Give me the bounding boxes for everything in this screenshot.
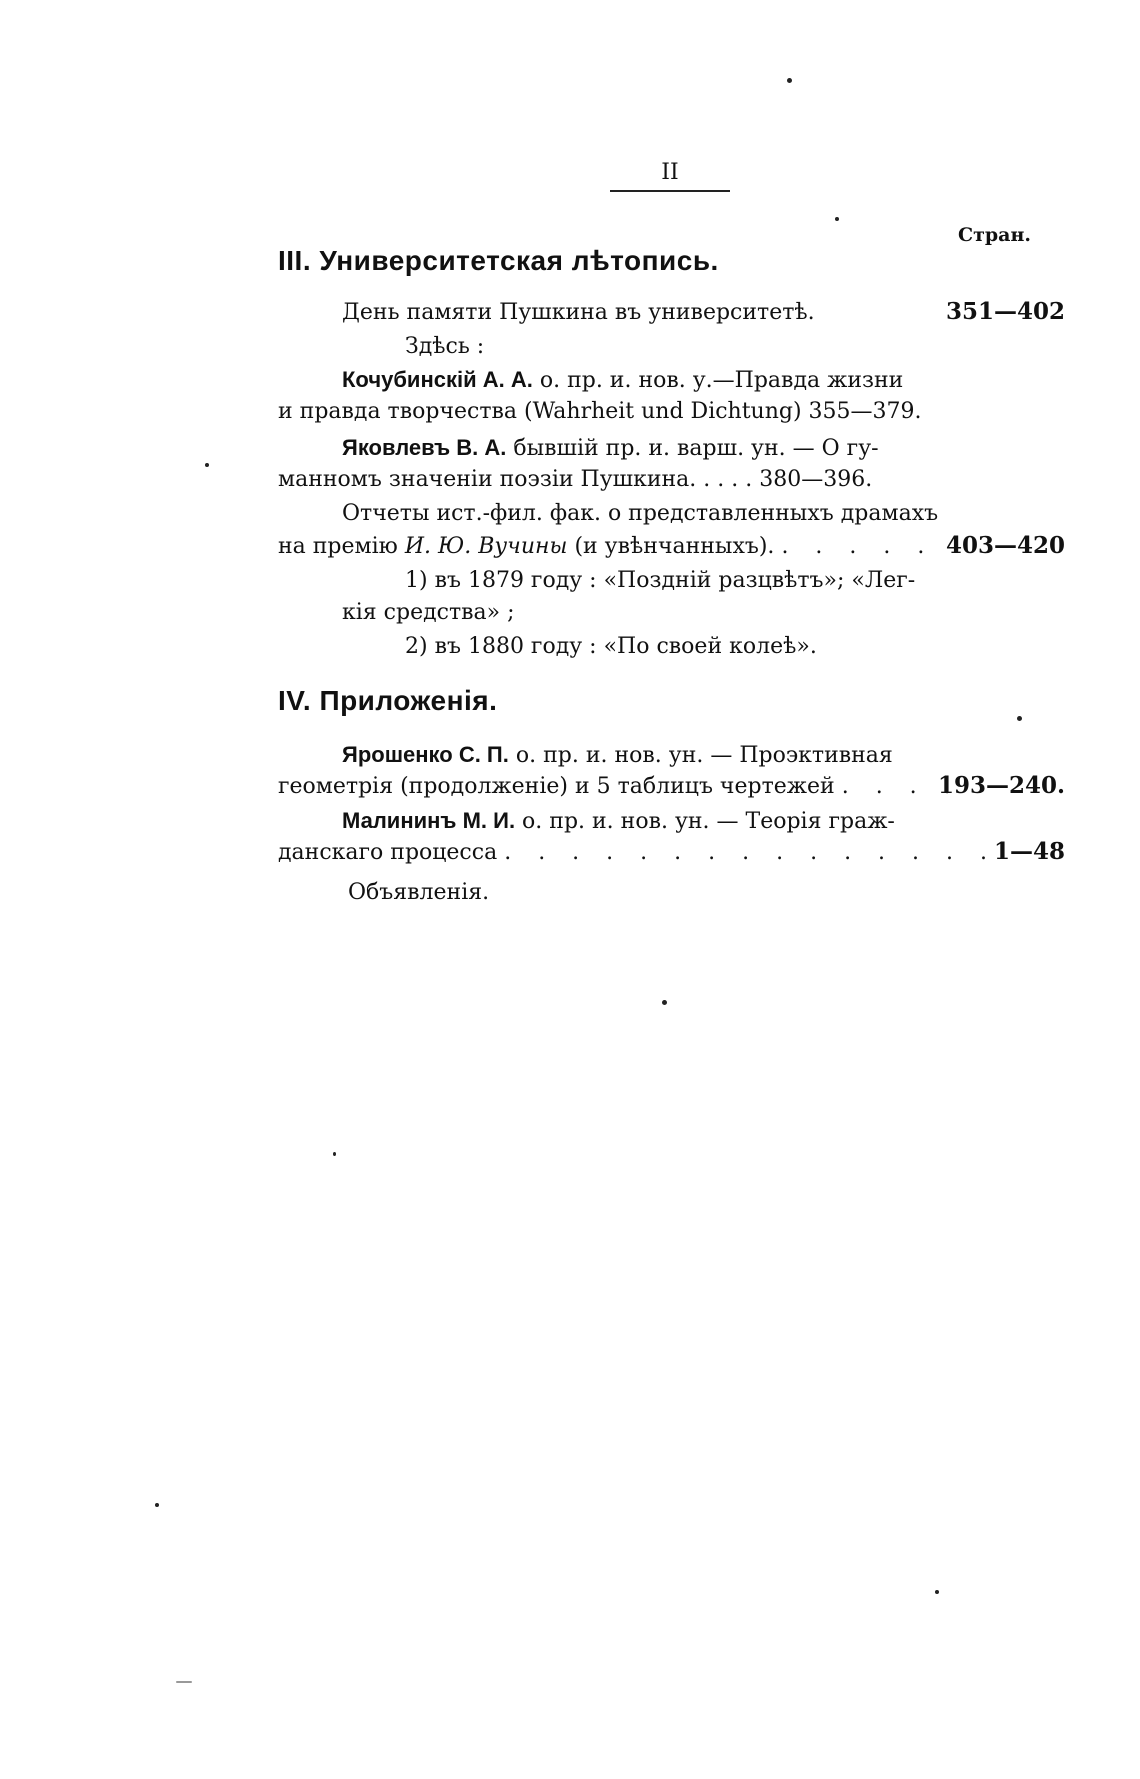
malinin-pages: 1—48 xyxy=(993,838,1065,865)
page-number-rule xyxy=(610,190,730,192)
kochubinsky-line2: и правда творчества (Wahrheit und Dichtung) 355—379. xyxy=(278,399,922,424)
author-yaroshenko: Ярошенко С. П. xyxy=(342,742,509,767)
reports-pages: 403—420 xyxy=(945,532,1065,559)
scan-speck xyxy=(155,1503,159,1507)
entry-malinin xyxy=(342,806,895,837)
malinin-line2-text: данскаго процесса xyxy=(278,840,498,865)
entry-1879: 1) въ 1879 году : «Поздній разцвѣтъ»; «Лег- xyxy=(405,568,916,593)
yakovlev-title: бывшій пр. и. варш. ун. — О гу- xyxy=(506,436,879,461)
entry-announcements: Объявленія. xyxy=(348,880,490,905)
section-4-title: IV. Приложенія. xyxy=(278,685,498,716)
entry-reports: Отчеты ист.-фил. фак. о представленныхъ драмахъ xyxy=(342,501,939,526)
author-yakovlev: Яковлевъ В. А. xyxy=(342,435,507,460)
entry-yaroshenko xyxy=(342,740,893,771)
reports-italic-name: И. Ю. Вучины xyxy=(404,534,568,559)
entry-yakovlev xyxy=(342,433,879,464)
entry-here-label: Здѣсь : xyxy=(405,334,485,359)
yaroshenko-leaders: . . . . xyxy=(841,774,961,799)
yaroshenko-pages: 193—240. xyxy=(937,772,1065,799)
reports-prefix: на премію xyxy=(278,534,405,559)
author-malinin: Малининъ М. И. xyxy=(342,808,516,833)
pages-column-header: Стран. xyxy=(958,224,1032,246)
reports-suffix: (и увѣнчанныхъ). xyxy=(567,534,775,559)
scan-speck xyxy=(835,217,839,221)
yaroshenko-line2-text: геометрія (продолженіе) и 5 таблицъ чертежей xyxy=(278,774,835,799)
author-kochubinsky: Кочубинскій А. А. xyxy=(342,367,533,392)
yaroshenko-title: о. пр. и. нов. ун. — Проэктивная xyxy=(508,743,893,768)
pushkin-day-pages: 351—402 xyxy=(945,298,1065,325)
entry-1880: 2) въ 1880 году : «По своей колеѣ». xyxy=(405,634,817,659)
yaroshenko-line2 xyxy=(278,772,961,802)
yakovlev-line2: манномъ значеніи поэзіи Пушкина. . . . . 380—396. xyxy=(278,467,873,492)
malinin-title: о. пр. и. нов. ун. — Теорія граж- xyxy=(515,809,895,834)
entry-kochubinsky xyxy=(342,365,903,396)
scan-speck xyxy=(787,78,792,83)
malinin-line2 xyxy=(278,838,997,868)
scan-speck xyxy=(176,1681,192,1683)
scan-speck xyxy=(662,1000,667,1005)
entry-1879-line2: кія средства» ; xyxy=(342,600,515,625)
malinin-leaders: . . . . . . . . . . . . . . . xyxy=(504,840,998,865)
page-number: II xyxy=(661,160,679,185)
section-3-title: III. Университетская лѣтопись. xyxy=(278,245,719,276)
scan-speck xyxy=(935,1590,939,1594)
entry-pushkin-day: День памяти Пушкина въ университетѣ. xyxy=(342,300,815,325)
scan-speck xyxy=(333,1152,336,1156)
kochubinsky-title: о. пр. и. нов. у.—Правда жизни xyxy=(532,368,904,393)
reports-leaders: . . . . . xyxy=(781,534,935,559)
scan-speck xyxy=(1017,716,1022,721)
reports-line2 xyxy=(278,532,934,562)
scan-speck xyxy=(205,463,209,467)
